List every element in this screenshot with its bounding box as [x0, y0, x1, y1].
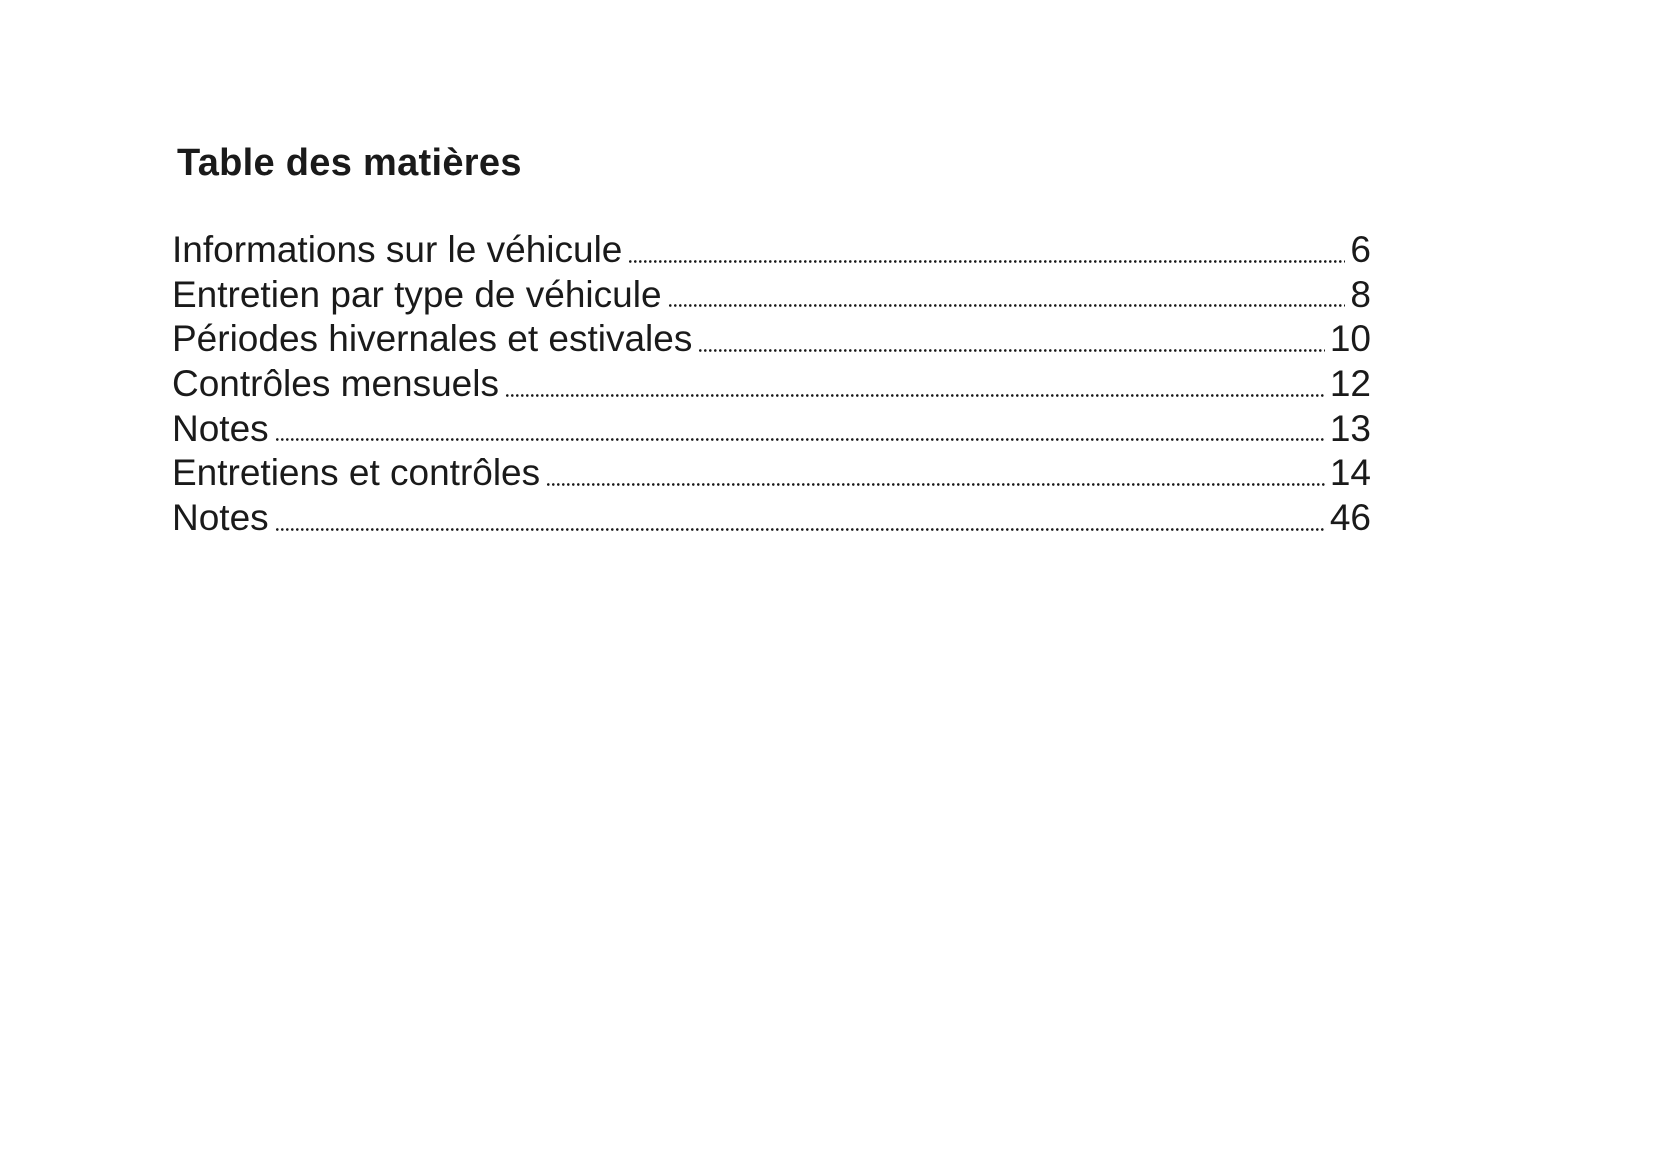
- toc-entry-page-number: 12: [1329, 363, 1371, 405]
- toc-dot-leader: [699, 348, 1325, 353]
- toc-entry-page-number: 6: [1350, 229, 1371, 270]
- toc-entry-page-number: 46: [1329, 497, 1371, 539]
- toc-dot-leader: [276, 437, 1325, 442]
- toc-entry-label: Entretien par type de véhicule: [172, 273, 662, 315]
- toc-entry: [172, 362, 1371, 407]
- toc-entry: [172, 228, 1371, 273]
- toc-dot-leader: [629, 259, 1345, 264]
- toc-entry-page-number: 10: [1329, 318, 1371, 360]
- toc-entry-label: Contrôles mensuels: [172, 363, 499, 405]
- toc-dot-leader: [547, 482, 1325, 487]
- toc-entry-label: Notes: [172, 407, 269, 449]
- toc-dot-leader: [276, 527, 1325, 532]
- toc-entry-label: Périodes hivernales et estivales: [172, 318, 693, 360]
- toc-dot-leader: [506, 393, 1325, 398]
- toc-entry: [172, 407, 1371, 452]
- toc-entry: [172, 496, 1371, 541]
- toc-entry: [172, 451, 1371, 496]
- toc-entry-page-number: 8: [1350, 273, 1371, 315]
- toc-entry-label: Notes: [172, 497, 269, 539]
- toc-entry: [172, 273, 1371, 318]
- toc-entry-label: Informations sur le véhicule: [172, 229, 623, 270]
- table-of-contents: [172, 228, 1371, 541]
- toc-entry: [172, 317, 1371, 362]
- toc-entry-page-number: 13: [1329, 407, 1371, 449]
- toc-entry-label: Entretiens et contrôles: [172, 452, 541, 494]
- toc-entry-page-number: 14: [1329, 452, 1371, 494]
- page-title: Table des matières: [177, 142, 522, 184]
- toc-dot-leader: [669, 303, 1346, 308]
